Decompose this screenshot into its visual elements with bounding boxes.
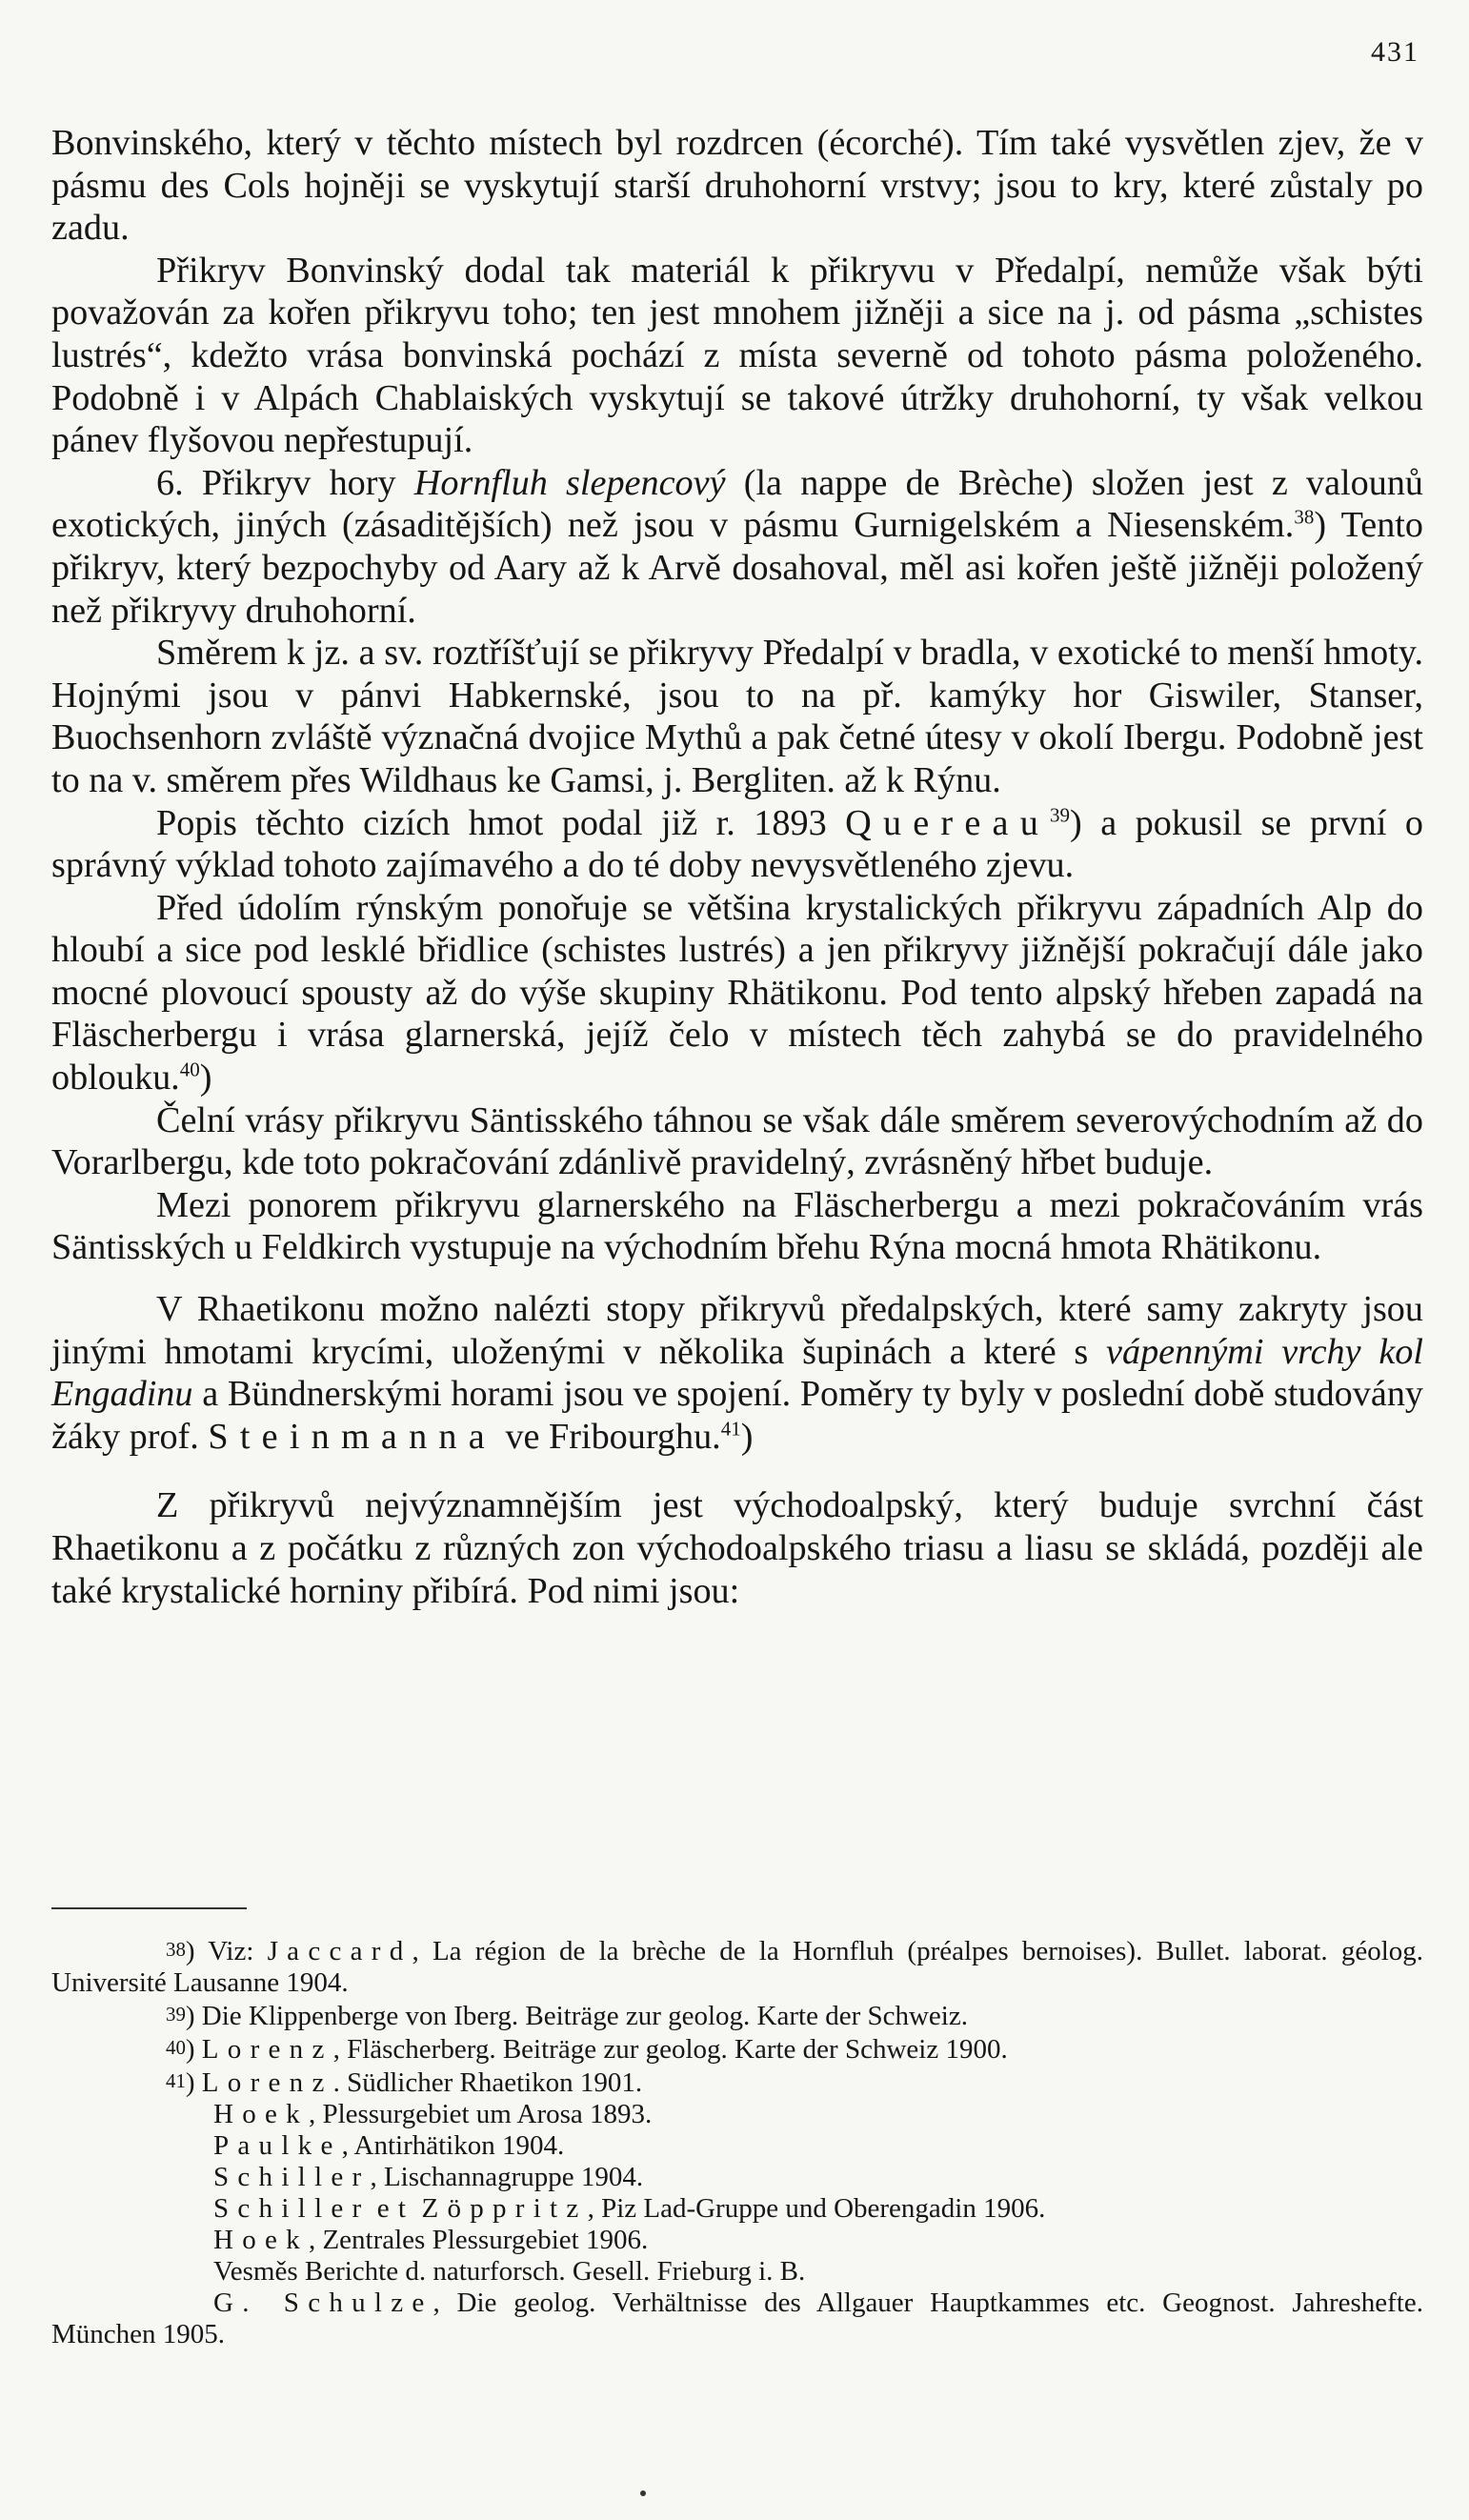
footnotes: [51, 1934, 1423, 2350]
footnote-40-text-a: ): [185, 2034, 195, 2065]
paragraph-5: [51, 802, 1423, 887]
p9-italic: vápennými vrchy kol Engadinu: [51, 1331, 1424, 1415]
print-speck: [640, 2490, 646, 2496]
footnote-38: [51, 1934, 1423, 1999]
p9-text-b: a Bündnerskými horami jsou ve spojení. Poměry ty byly v poslední době studovány žáky prof.: [51, 1374, 1424, 1457]
paragraph-6: [51, 887, 1423, 1099]
paragraph-10: Z přikryvů nejvýznamnějším jest východoalpský, který buduje svrchní část Rhaetikonu a z počátku z různých zon východoalpského triasu a liasu se skládá, později ale také krystalické horniny přibírá. Pod nimi jsou:: [51, 1485, 1423, 1611]
paragraph-1: Bonvinského, který v těchto místech byl rozdrcen (écorché). Tím také vysvětlen zjev, že v pásmu des Cols hojněji se vyskytují starší druhohorní vrstvy; jsou to kry, které zůstaly po zadu.: [51, 123, 1423, 249]
p6-text: Před údolím rýnským ponořuje se většina krystalických přikryvu západních Alp do hloubí a sice pod lesklé břidlice (schistes lustrés) a jen přikryvy jižnější pokračují dále jako mocné plovoucí spousty až do výše skupiny Rhätikonu. Pod tento alpský hřeben zapadá na Fläscherbergu i vrása glarnerská, jejíž čelo v místech těch zahybá se do pravidelného oblouku.: [51, 887, 1423, 1099]
p5-text-b: ) a pokusil se první o správný výklad tohoto zajímavého a do té doby nevysvětleného zjevu.: [51, 802, 1424, 886]
footnote-40-text-b: , Fläscherberg. Beiträge zur geolog. Karte der Schweiz 1900.: [332, 2034, 1008, 2065]
footnote-38-text-b: , La région de la brèche de la Hornfluh (préalpes bernoises). Bullet. laborat. géolog. Université Lausanne 1904.: [51, 1936, 1423, 1998]
p9-author: Steinmanna: [208, 1416, 496, 1457]
ref-5-author: Hoek: [213, 2225, 309, 2255]
footnote-ref-41: 41: [720, 1417, 741, 1441]
ref-3-author: Schiller: [213, 2162, 371, 2192]
page-number: 431: [1371, 36, 1419, 68]
paragraph-8: Mezi ponorem přikryvu glarnerského na Fläscherbergu a mezi pokračováním vrás Säntisských u Feldkirch vystupuje na východním břehu Rýna mocná hmota Rhätikonu.: [51, 1184, 1423, 1268]
footnote-41: [51, 2066, 1423, 2099]
ref-1-text: , Plessurgebiet um Arosa 1893.: [308, 2099, 653, 2129]
footnote-41-ref-5: [51, 2225, 1423, 2256]
ref-2-text: , Antirhätikon 1904.: [341, 2130, 565, 2161]
footnote-41-text-a: ): [185, 2067, 195, 2098]
p5-author: Quereau: [845, 802, 1051, 843]
footnote-ref-39: 39: [1050, 802, 1071, 826]
paragraph-7: Čelní vrásy přikryvu Säntisského táhnou se však dále směrem severovýchodním až do Vorarlbergu, kde toto pokračování zdánlivě pravidelný, zvrásněný hřbet buduje.: [51, 1099, 1423, 1183]
footnote-41-author: Lorenz: [201, 2067, 333, 2098]
p3-text-b: (la nappe de Brèche) složen jest z valounů exotických, jiných (zásaditějších) než jsou v pásmu Gurnigelském a Niesenském.: [51, 462, 1424, 546]
p3-text-c: ) Tento přikryv, který bezpochyby od Aary až k Arvě dosahoval, měl asi kořen ještě jižněji položený než přikryvy druhohorní.: [51, 505, 1423, 631]
ref-4-author: Schiller: [213, 2193, 371, 2224]
footnote-41-text-b: . Südlicher Rhaetikon 1901.: [332, 2067, 643, 2098]
footnote-41-number: 41: [166, 2069, 186, 2092]
footnote-40-number: 40: [166, 2036, 186, 2059]
ref-5-text: , Zentrales Plessurgebiet 1906.: [308, 2225, 649, 2255]
p9-text-c: ve Fribourghu.: [505, 1416, 721, 1457]
ref-4-joiner: et: [376, 2193, 415, 2224]
footnote-39: [51, 1999, 1423, 2032]
footnote-41-ref-4: [51, 2193, 1423, 2225]
ref-3-text: , Lischannagruppe 1904.: [370, 2162, 644, 2192]
body-text: [51, 122, 1423, 1612]
p9-end: ): [740, 1416, 754, 1457]
footnote-41-ref-1: [51, 2099, 1423, 2130]
footnote-39-number: 39: [166, 2003, 186, 2026]
footnote-41-ref-3: [51, 2162, 1423, 2193]
paragraph-2: Přikryv Bonvinský dodal tak materiál k přikryvu v Předalpí, nemůže však býti považován za kořen přikryvu toho; ten jest mnohem jižněji a sice na j. od pásma „schistes lustrés“, kdežto vrása bonvinská pochází z místa severně od tohoto pásma položeného. Podobně i v Alpách Chablaiských vyskytují se takové útržky druhohorní, ty však velkou pánev flyšovou nepřestupují.: [51, 250, 1423, 461]
footnote-38-text-a: ) Viz:: [185, 1936, 254, 1966]
footnote-41-ref-7: [51, 2288, 1423, 2350]
ref-7-author: G. Schulze: [213, 2288, 433, 2318]
footnote-40-author: Lorenz: [201, 2034, 333, 2065]
paragraph-9: [51, 1288, 1423, 1458]
p6-end: ): [199, 1058, 212, 1099]
paragraph-3: [51, 462, 1423, 632]
footnote-38-number: 38: [166, 1938, 186, 1961]
ref-4-author-2: Zöppritz: [421, 2193, 588, 2224]
footnote-38-author: Jaccard: [267, 1936, 413, 1966]
p9-text-a: V Rhaetikonu možno nalézti stopy přikryvů předalpských, které samy zakryty jsou jinými hmotami krycími, uloženými v několika šupinách a které s: [51, 1289, 1423, 1372]
footnote-ref-40: 40: [179, 1058, 200, 1081]
footnote-40: [51, 2032, 1423, 2066]
footnote-39-text: ) Die Klippenberge von Iberg. Beiträge zur geolog. Karte der Schweiz.: [185, 2001, 968, 2031]
ref-7-text: , Die geolog. Verhältnisse des Allgauer Hauptkammes etc. Geognost. Jahreshefte. München 1905.: [51, 2288, 1423, 2349]
ref-4-text: , Piz Lad-Gruppe und Oberengadin 1906.: [587, 2193, 1046, 2224]
p5-text-a: Popis těchto cizích hmot podal již r. 1893: [156, 802, 827, 843]
p3-italic: Hornfluh slepencový: [413, 462, 726, 503]
p3-text-a: 6. Přikryv hory: [156, 462, 396, 503]
ref-2-author: Paulke: [213, 2130, 342, 2161]
footnote-41-ref-2: [51, 2130, 1423, 2162]
paragraph-4: Směrem k jz. a sv. roztříšťují se přikryvy Předalpí v bradla, v exotické to menší hmoty. Hojnými jsou v pánvi Habkernské, jsou to na př. kamýky hor Giswiler, Stanser, Buochsenhorn zvláště význačná dvojice Mythů a pak četné útesy v okolí Ibergu. Podobně jest to na v. směrem přes Wildhaus ke Gamsi, j. Bergliten. až k Rýnu.: [51, 633, 1423, 800]
footnote-41-ref-6: Vesměs Berichte d. naturforsch. Gesell. Frieburg i. B.: [213, 2256, 806, 2287]
footnote-separator: [51, 1907, 247, 1909]
ref-1-author: Hoek: [213, 2099, 309, 2129]
footnote-ref-38: 38: [1294, 505, 1315, 529]
